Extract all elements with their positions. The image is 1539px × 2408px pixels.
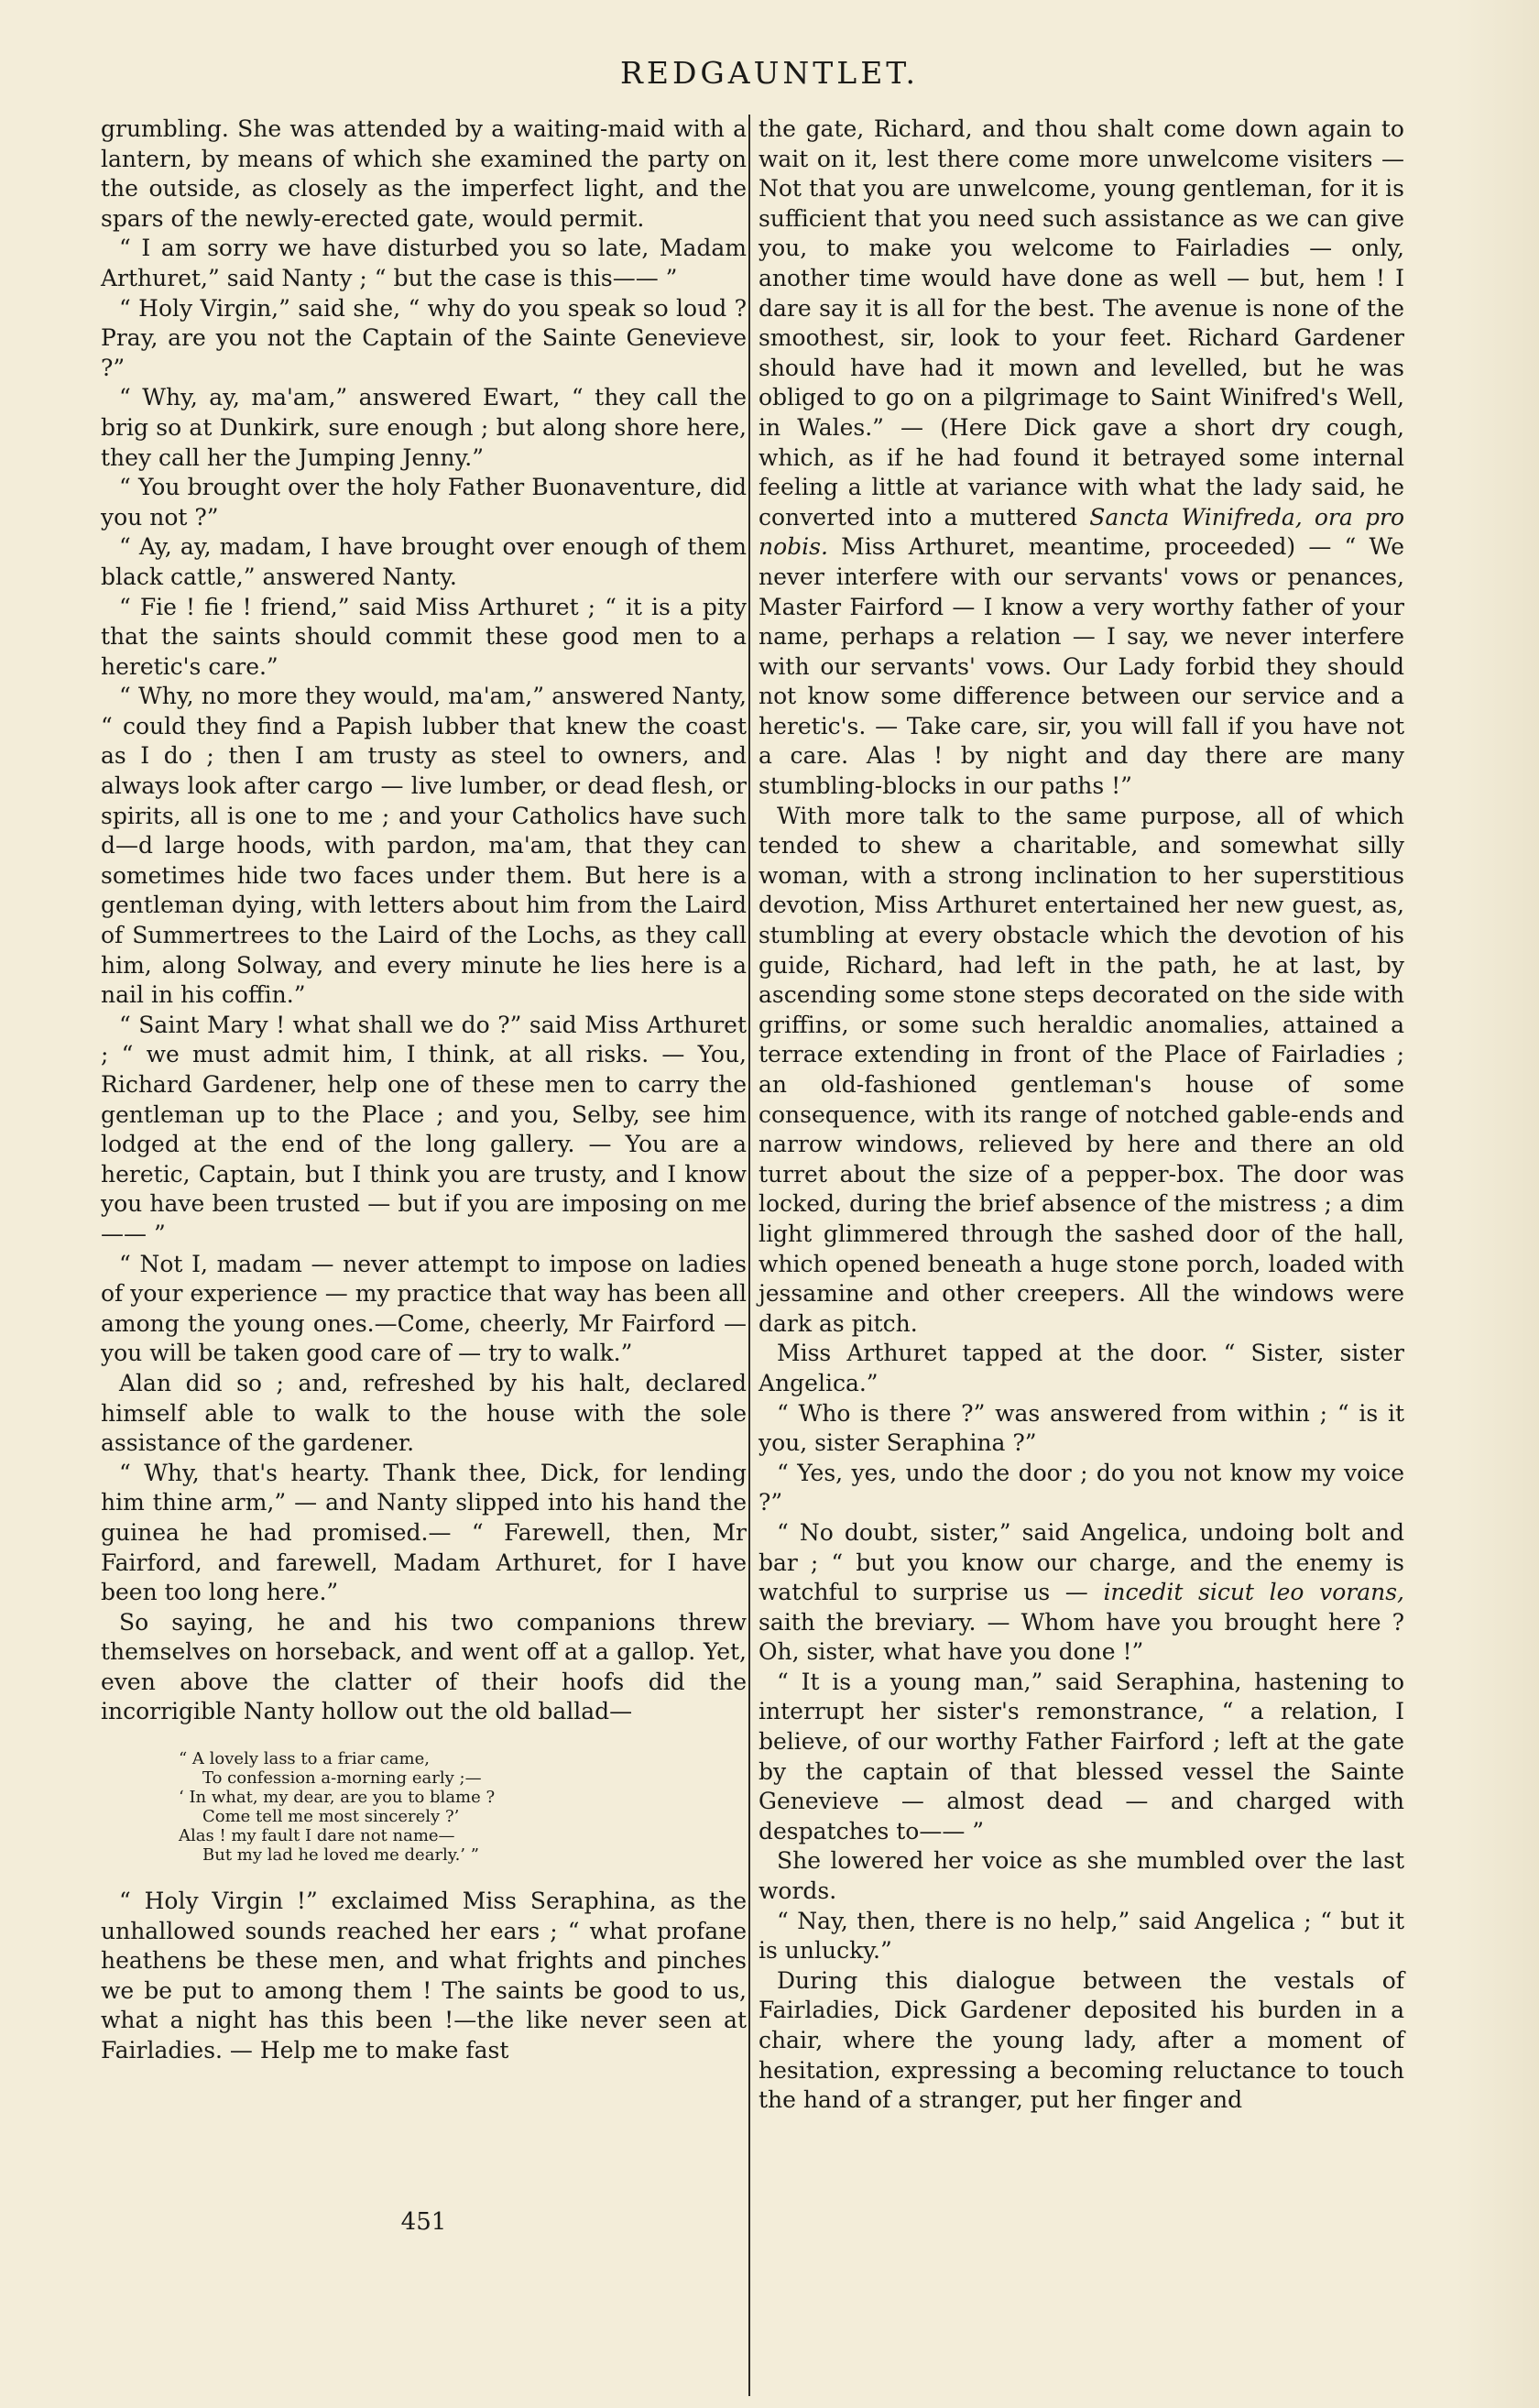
verse-line: ‘ In what, my dear, are you to blame ?: [179, 1788, 496, 1808]
right-column: [759, 115, 1404, 2116]
paragraph: “ I am sorry we have disturbed you so late, Madam Arthuret,” said Nanty ; “ but the case is this—— ”: [101, 235, 747, 291]
left-column: [101, 115, 747, 2066]
paragraph: [759, 1518, 1404, 1668]
paragraph: “ Holy Virgin !” exclaimed Miss Seraphina, as the unhallowed sounds reached her ears ; “ what profane heathens be these men, and what frights and pinches we be put to among them ! The saints be good to us, what a night has this been !—the like never seen at Fairladies. — Help me to make fast: [101, 1888, 747, 2064]
paragraph: “ Why, that's hearty. Thank thee, Dick, for lending him thine arm,” — and Nanty slipped into his hand the guinea he had promised.— “ Farewell, then, Mr Fairford, and farewell, Madam Arthuret, for I have been too long here.”: [101, 1459, 747, 1606]
paragraph: During this dialogue between the vestals of Fairladies, Dick Gardener deposited his burden in a chair, where the young lady, after a moment of hesitation, expressing a becoming reluctance to touch the hand of a stranger, put her finger and: [759, 1966, 1404, 2114]
paragraph: “ Who is there ?” was answered from within ; “ is it you, sister Seraphina ?”: [759, 1399, 1404, 1457]
paragraph: “ You brought over the holy Father Buonaventure, did you not ?”: [101, 474, 747, 531]
paragraph-text: saith the breviary. — Whom have you brought here ? Oh, sister, what have you done !”: [759, 1608, 1404, 1666]
paragraph: “ It is a young man,” said Seraphina, hastening to interrupt her sister's remonstrance, “ a relation, I believe, of our worthy Father Fairford ; left at the gate by the captain of that blessed vessel the Sainte Genevieve — almost dead — and charged with despatches to—— ”: [759, 1668, 1404, 1844]
paragraph: “ Why, no more they would, ma'am,” answered Nanty, “ could they find a Papish lubber that knew the coast as I do ; then I am trusty as steel to owners, and always look after cargo — live lumber, or dead flesh, or spirits, all is one to me ; and your Catholics have such d—d large hoods, with pardon, ma'am, that they can sometimes hide two faces under them. But here is a gentleman dying, with letters about him from the Laird of Summertrees to the Laird of the Lochs, as they call him, along Solway, and every minute he lies here is a nail in his coffin.”: [101, 683, 747, 1009]
ballad-verse: [179, 1749, 747, 1865]
paragraph: “ Saint Mary ! what shall we do ?” said Miss Arthuret ; “ we must admit him, I think, at all risks. — You, Richard Gardener, help one of these men to carry the gentleman up to the Place ; and you, Selby, see him lodged at the end of the long gallery. — You are a heretic, Captain, but I think you are trusty, and I know you have been trusted — but if you are imposing on me—— ”: [101, 1011, 747, 1247]
paragraph: Alan did so ; and, refreshed by his halt, declared himself able to walk to the house with the sole assistance of the gardener.: [101, 1369, 747, 1457]
paragraph: “ Nay, then, there is no help,” said Angelica ; “ but it is unlucky.”: [759, 1907, 1404, 1965]
paragraph-text: “ No doubt, sister,” said Angelica, undoing bolt and bar ; “ but you know our charge, and the enemy is watchful to surprise us —: [759, 1518, 1404, 1606]
page-number: 451: [400, 2208, 447, 2236]
verse-line: But my lad he loved me dearly.’ ”: [202, 1845, 479, 1866]
running-title: REDGAUNTLET.: [620, 55, 919, 91]
paragraph: So saying, he and his two companions threw themselves on horseback, and went off at a gallop. Yet, even above the clatter of their hoofs did the incorrigible Nanty hollow out the old ballad—: [101, 1608, 747, 1725]
paragraph-text: the gate, Richard, and thou shalt come down again to wait on it, lest there come more unwelcome visiters — Not that you are unwelcome, young gentleman, for it is sufficient that you need such assistance as we can give you, to make you welcome to Fairladies — only, another time would have done as well — but, hem ! I dare say it is all for the best. The avenue is none of the smoothest, sir, look to your feet. Richard Gardener should have had it mown and levelled, but he was obliged to go on a pilgrimage to Saint Winifred's Well, in Wales.” — (Here Dick gave a short dry cough, which, as if he had found it betrayed some internal feeling a little at variance with what the lady said, he converted into a muttered: [759, 115, 1404, 531]
verse-line: “ A lovely lass to a friar came,: [179, 1749, 430, 1769]
column-divider: [748, 115, 750, 2396]
verse-line: Alas ! my fault I dare not name—: [179, 1826, 455, 1846]
paragraph: “ Why, ay, ma'am,” answered Ewart, “ they call the brig so at Dunkirk, sure enough ; but along shore here, they call her the Jumping Jenny.”: [101, 384, 747, 471]
paragraph: [759, 115, 1404, 802]
paragraph: “ Ay, ay, madam, I have brought over enough of them black cattle,” answered Nanty.: [101, 533, 747, 590]
paragraph: “ Not I, madam — never attempt to impose on ladies of your experience — my practice that way has been all among the young ones.—Come, cheerly, Mr Fairford — you will be taken good care of — try to walk.”: [101, 1250, 747, 1367]
paragraph: “ Holy Virgin,” said she, “ why do you speak so loud ? Pray, are you not the Captain of the Sainte Genevieve ?”: [101, 294, 747, 381]
paragraph: Miss Arthuret tapped at the door. “ Sister, sister Angelica.”: [759, 1340, 1404, 1396]
binding-shadow: [1457, 0, 1539, 2408]
paragraph: With more talk to the same purpose, all of which tended to shew a charitable, and somewhat silly woman, with a strong inclination to her superstitious devotion, Miss Arthuret entertained her new guest, as, stumbling at every obstacle which the devotion of his guide, Richard, had left in the path, he at last, by ascending some stone steps decorated on the side with griffins, or some such heraldic anomalies, attained a terrace extending in front of the Place of Fairladies ; an old-fashioned gentleman's house of some consequence, with its range of notched gable-ends and narrow windows, relieved by here and there an old turret about the size of a pepper-box. The door was locked, during the brief absence of the mistress ; a dim light glimmered through the sashed door of the hall, which opened beneath a huge stone porch, loaded with jessamine and other creepers. All the windows were dark as pitch.: [759, 802, 1404, 1337]
verse-line: To confession a-morning early ;—: [202, 1768, 482, 1789]
paragraph: “ Fie ! fie ! friend,” said Miss Arthuret ; “ it is a pity that the saints should commit these good men to a heretic's care.”: [101, 593, 747, 680]
paragraph: grumbling. She was attended by a waiting-maid with a lantern, by means of which she examined the party on the outside, as closely as the imperfect light, and the spars of the newly-erected gate, would permit.: [101, 115, 747, 232]
verse-line: Come tell me most sincerely ?’: [202, 1807, 460, 1827]
paragraph-text: Miss Arthuret, meantime, proceeded) — “ We never interfere with our servants' vows or penances, Master Fairford — I know a very worthy father of your name, perhaps a relation — I say, we never interfere with our servants' vows. Our Lady forbid they should not know some difference between our service and a heretic's. — Take care, sir, you will fall if you have not a care. Alas ! by night and day there are many stumbling-blocks in our paths !”: [759, 533, 1404, 800]
latin-phrase: Sancta Winifreda, ora pro nobis.: [759, 503, 1404, 561]
paragraph: She lowered her voice as she mumbled over the last words.: [759, 1847, 1404, 1905]
paragraph: “ Yes, yes, undo the door ; do you not know my voice ?”: [759, 1459, 1404, 1516]
latin-phrase: incedit sicut leo vorans,: [1103, 1579, 1404, 1606]
